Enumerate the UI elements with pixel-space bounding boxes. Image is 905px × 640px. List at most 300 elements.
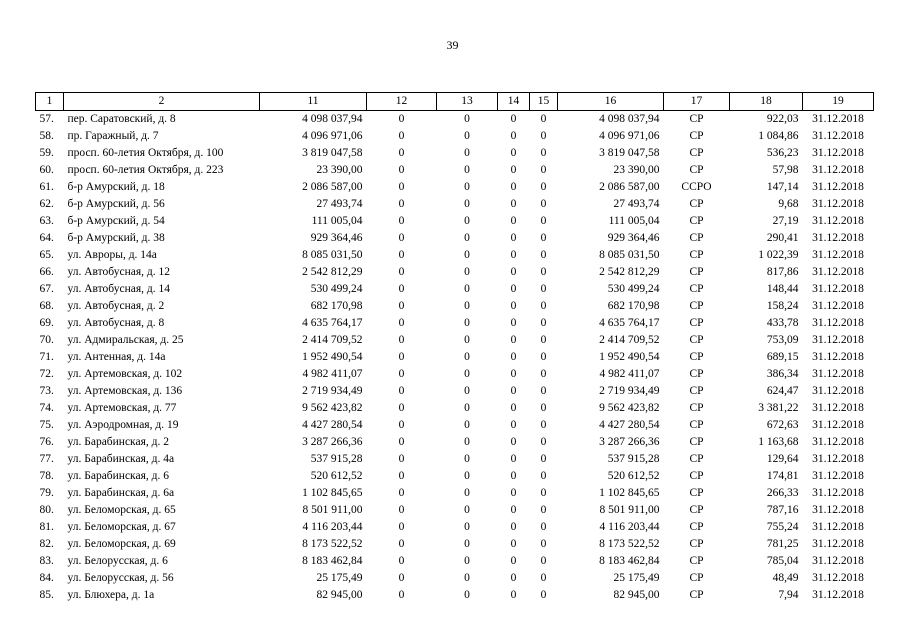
value-col-11-cell: 27 493,74 xyxy=(316,198,363,210)
value-col-16-cell: 27 493,74 xyxy=(613,198,660,210)
table-row xyxy=(36,162,874,179)
value-col-11-cell: 530 499,24 xyxy=(310,283,363,295)
row-number-cell: 62. xyxy=(39,198,54,210)
value-col-13-cell: 0 xyxy=(464,198,470,210)
address-cell: ул. Барабинская, д. 2 xyxy=(67,436,169,448)
value-col-14-cell: 0 xyxy=(510,300,517,312)
value-col-14-cell: 0 xyxy=(510,181,517,193)
row-number-cell: 78. xyxy=(39,470,54,482)
value-col-12-cell: 0 xyxy=(398,266,405,278)
address-cell: просп. 60-летия Октября, д. 223 xyxy=(67,164,224,176)
value-col-15-cell: 0 xyxy=(540,300,547,312)
value-col-12-cell: 0 xyxy=(398,164,405,176)
value-col-14-cell: 0 xyxy=(510,232,517,244)
value-col-15-cell: 0 xyxy=(540,504,547,516)
value-col-15-cell: 0 xyxy=(540,419,547,431)
table-row xyxy=(36,553,874,570)
address-cell: ул. Авроры, д. 14а xyxy=(67,249,157,261)
value-col-16-cell: 2 719 934,49 xyxy=(599,385,660,397)
value-col-13-cell: 0 xyxy=(464,249,470,261)
value-col-14-cell: 0 xyxy=(510,283,517,295)
value-col-11-cell: 25 175,49 xyxy=(316,572,363,584)
value-col-15-cell: 0 xyxy=(540,164,547,176)
value-col-11-cell: 8 173 522,52 xyxy=(302,538,363,550)
value-col-11-cell: 82 945,00 xyxy=(316,589,363,601)
value-col-16-cell: 8 183 462,84 xyxy=(599,555,660,567)
table-row xyxy=(36,213,874,230)
value-col-13-cell: 0 xyxy=(464,589,470,601)
value-col-12-cell: 0 xyxy=(398,538,405,550)
value-col-16-cell: 929 364,46 xyxy=(607,232,660,244)
value-col-15-cell: 0 xyxy=(540,334,547,346)
row-number-cell: 69. xyxy=(39,317,54,329)
value-col-13-cell: 0 xyxy=(464,368,470,380)
area-cell: 1 084,86 xyxy=(758,130,799,142)
value-col-15-cell: 0 xyxy=(540,130,547,142)
row-number-cell: 75. xyxy=(39,419,54,431)
date-cell: 31.12.2018 xyxy=(812,555,864,567)
code-cell: СР xyxy=(689,164,704,176)
value-col-11-cell: 111 005,04 xyxy=(311,215,363,227)
address-cell: ул. Барабинская, д. 6 xyxy=(67,470,169,482)
date-cell: 31.12.2018 xyxy=(812,334,864,346)
date-cell: 31.12.2018 xyxy=(812,487,864,499)
table-row xyxy=(36,383,874,400)
address-cell: ул. Белорусская, д. 6 xyxy=(67,555,168,567)
value-col-14-cell: 0 xyxy=(510,419,517,431)
value-col-15-cell: 0 xyxy=(540,487,547,499)
value-col-15-cell: 0 xyxy=(540,215,547,227)
row-number-cell: 84. xyxy=(39,572,54,584)
value-col-11-cell: 929 364,46 xyxy=(310,232,363,244)
value-col-11-cell: 682 170,98 xyxy=(310,300,363,312)
row-number-cell: 57. xyxy=(39,113,54,125)
area-cell: 7,94 xyxy=(778,589,799,601)
date-cell: 31.12.2018 xyxy=(812,470,864,482)
row-number-cell: 80. xyxy=(39,504,54,516)
value-col-14-cell: 0 xyxy=(510,436,517,448)
value-col-11-cell: 8 085 031,50 xyxy=(302,249,363,261)
row-number-cell: 58. xyxy=(39,130,54,142)
column-header: 17 xyxy=(664,93,730,111)
value-col-13-cell: 0 xyxy=(464,504,470,516)
value-col-12-cell: 0 xyxy=(398,555,405,567)
value-col-14-cell: 0 xyxy=(510,453,517,465)
value-col-13-cell: 0 xyxy=(464,232,470,244)
column-header: 15 xyxy=(530,93,558,111)
table-row xyxy=(36,349,874,366)
table-row xyxy=(36,536,874,553)
value-col-13-cell: 0 xyxy=(464,402,470,414)
row-number-cell: 71. xyxy=(39,351,54,363)
value-col-12-cell: 0 xyxy=(398,317,405,329)
value-col-16-cell: 8 085 031,50 xyxy=(599,249,660,261)
area-cell: 148,44 xyxy=(766,283,799,295)
address-cell: ул. Беломорская, д. 67 xyxy=(67,521,176,533)
row-number-cell: 61. xyxy=(39,181,54,193)
value-col-16-cell: 8 173 522,52 xyxy=(599,538,660,550)
date-cell: 31.12.2018 xyxy=(812,589,864,601)
column-header: 13 xyxy=(437,93,498,111)
value-col-14-cell: 0 xyxy=(510,589,517,601)
area-cell: 174,81 xyxy=(766,470,799,482)
value-col-12-cell: 0 xyxy=(398,249,405,261)
value-col-12-cell: 0 xyxy=(398,147,405,159)
area-cell: 781,25 xyxy=(766,538,799,550)
value-col-16-cell: 530 499,24 xyxy=(607,283,660,295)
address-cell: ул. Автобусная, д. 14 xyxy=(67,283,170,295)
value-col-14-cell: 0 xyxy=(510,215,517,227)
value-col-12-cell: 0 xyxy=(398,385,405,397)
table-row xyxy=(36,519,874,536)
address-cell: ул. Артемовская, д. 102 xyxy=(67,368,183,380)
value-col-14-cell: 0 xyxy=(510,198,517,210)
value-col-14-cell: 0 xyxy=(510,555,517,567)
value-col-11-cell: 3 287 266,36 xyxy=(302,436,363,448)
value-col-14-cell: 0 xyxy=(510,470,517,482)
value-col-14-cell: 0 xyxy=(510,572,517,584)
area-cell: 9,68 xyxy=(778,198,799,210)
value-col-13-cell: 0 xyxy=(464,181,470,193)
row-number-cell: 72. xyxy=(39,368,54,380)
value-col-13-cell: 0 xyxy=(464,487,470,499)
row-number-cell: 76. xyxy=(39,436,54,448)
value-col-11-cell: 3 819 047,58 xyxy=(302,147,363,159)
value-col-16-cell: 4 427 280,54 xyxy=(599,419,660,431)
table-row xyxy=(36,247,874,264)
value-col-13-cell: 0 xyxy=(464,555,470,567)
row-number-cell: 66. xyxy=(39,266,54,278)
value-col-15-cell: 0 xyxy=(540,436,547,448)
table-row xyxy=(36,111,874,129)
table-header-row xyxy=(36,93,874,111)
column-header: 12 xyxy=(367,93,437,111)
value-col-15-cell: 0 xyxy=(540,453,547,465)
date-cell: 31.12.2018 xyxy=(812,572,864,584)
value-col-14-cell: 0 xyxy=(510,368,517,380)
date-cell: 31.12.2018 xyxy=(812,147,864,159)
value-col-14-cell: 0 xyxy=(510,385,517,397)
area-cell: 755,24 xyxy=(766,521,799,533)
value-col-13-cell: 0 xyxy=(464,351,470,363)
address-cell: ул. Барабинская, д. 6а xyxy=(67,487,175,499)
value-col-16-cell: 682 170,98 xyxy=(607,300,660,312)
value-col-12-cell: 0 xyxy=(398,300,405,312)
value-col-12-cell: 0 xyxy=(398,113,405,125)
row-number-cell: 60. xyxy=(39,164,54,176)
value-col-14-cell: 0 xyxy=(510,538,517,550)
value-col-14-cell: 0 xyxy=(510,147,517,159)
date-cell: 31.12.2018 xyxy=(812,504,864,516)
value-col-15-cell: 0 xyxy=(540,249,547,261)
value-col-15-cell: 0 xyxy=(540,147,547,159)
value-col-16-cell: 1 952 490,54 xyxy=(599,351,660,363)
value-col-11-cell: 8 501 911,00 xyxy=(302,504,363,516)
value-col-15-cell: 0 xyxy=(540,113,547,125)
date-cell: 31.12.2018 xyxy=(812,538,864,550)
code-cell: СР xyxy=(689,334,704,346)
value-col-11-cell: 1 102 845,65 xyxy=(302,487,363,499)
value-col-12-cell: 0 xyxy=(398,436,405,448)
value-col-13-cell: 0 xyxy=(464,300,470,312)
value-col-15-cell: 0 xyxy=(540,589,547,601)
address-cell: ул. Автобусная, д. 2 xyxy=(67,300,165,312)
address-cell: ул. Автобусная, д. 12 xyxy=(67,266,170,278)
row-number-cell: 67. xyxy=(39,283,54,295)
table-row xyxy=(36,451,874,468)
value-col-12-cell: 0 xyxy=(398,402,405,414)
date-cell: 31.12.2018 xyxy=(812,300,864,312)
value-col-16-cell: 2 542 812,29 xyxy=(599,266,660,278)
value-col-12-cell: 0 xyxy=(398,470,405,482)
value-col-14-cell: 0 xyxy=(510,351,517,363)
value-col-16-cell: 4 635 764,17 xyxy=(599,317,660,329)
value-col-13-cell: 0 xyxy=(464,453,470,465)
area-cell: 158,24 xyxy=(766,300,799,312)
value-col-16-cell: 4 096 971,06 xyxy=(599,130,660,142)
value-col-14-cell: 0 xyxy=(510,402,517,414)
address-cell: пр. Гаражный, д. 7 xyxy=(67,130,159,142)
table-row xyxy=(36,264,874,281)
column-header: 2 xyxy=(64,93,260,111)
area-cell: 3 381,22 xyxy=(758,402,799,414)
area-cell: 753,09 xyxy=(766,334,799,346)
address-cell: пер. Саратовский, д. 8 xyxy=(67,113,176,125)
value-col-15-cell: 0 xyxy=(540,317,547,329)
address-cell: ул. Адмиральская, д. 25 xyxy=(67,334,184,346)
column-header: 18 xyxy=(730,93,803,111)
code-cell: СР xyxy=(689,198,704,210)
code-cell: СР xyxy=(689,555,704,567)
value-col-11-cell: 8 183 462,84 xyxy=(302,555,363,567)
value-col-15-cell: 0 xyxy=(540,351,547,363)
value-col-14-cell: 0 xyxy=(510,521,517,533)
table-row xyxy=(36,468,874,485)
area-cell: 817,86 xyxy=(766,266,799,278)
date-cell: 31.12.2018 xyxy=(812,402,864,414)
value-col-15-cell: 0 xyxy=(540,181,547,193)
value-col-12-cell: 0 xyxy=(398,334,405,346)
value-col-11-cell: 4 116 203,44 xyxy=(302,521,363,533)
value-col-15-cell: 0 xyxy=(540,555,547,567)
value-col-12-cell: 0 xyxy=(398,419,405,431)
code-cell: СР xyxy=(689,538,704,550)
area-cell: 433,78 xyxy=(766,317,799,329)
value-col-16-cell: 8 501 911,00 xyxy=(599,504,660,516)
value-col-11-cell: 9 562 423,82 xyxy=(302,402,363,414)
table-row xyxy=(36,196,874,213)
value-col-16-cell: 23 390,00 xyxy=(613,164,660,176)
table-row xyxy=(36,417,874,434)
code-cell: СР xyxy=(689,351,704,363)
value-col-11-cell: 2 086 587,00 xyxy=(302,181,363,193)
value-col-13-cell: 0 xyxy=(464,266,470,278)
address-cell: б-р Амурский, д. 38 xyxy=(67,232,165,244)
row-number-cell: 65. xyxy=(39,249,54,261)
code-cell: СР xyxy=(689,283,704,295)
date-cell: 31.12.2018 xyxy=(812,521,864,533)
code-cell: СР xyxy=(689,266,704,278)
table-row xyxy=(36,128,874,145)
row-number-cell: 70. xyxy=(39,334,54,346)
table-row xyxy=(36,366,874,383)
date-cell: 31.12.2018 xyxy=(812,113,864,125)
area-cell: 290,41 xyxy=(766,232,799,244)
date-cell: 31.12.2018 xyxy=(812,283,864,295)
date-cell: 31.12.2018 xyxy=(812,266,864,278)
value-col-16-cell: 4 116 203,44 xyxy=(599,521,660,533)
value-col-13-cell: 0 xyxy=(464,436,470,448)
date-cell: 31.12.2018 xyxy=(812,351,864,363)
column-header: 16 xyxy=(558,93,664,111)
code-cell: СР xyxy=(689,419,704,431)
date-cell: 31.12.2018 xyxy=(812,181,864,193)
date-cell: 31.12.2018 xyxy=(812,249,864,261)
value-col-14-cell: 0 xyxy=(510,504,517,516)
area-cell: 27,19 xyxy=(772,215,799,227)
value-col-16-cell: 4 982 411,07 xyxy=(599,368,660,380)
value-col-11-cell: 537 915,28 xyxy=(310,453,363,465)
date-cell: 31.12.2018 xyxy=(812,453,864,465)
value-col-16-cell: 9 562 423,82 xyxy=(599,402,660,414)
value-col-16-cell: 111 005,04 xyxy=(608,215,660,227)
value-col-12-cell: 0 xyxy=(398,130,405,142)
value-col-11-cell: 23 390,00 xyxy=(316,164,363,176)
code-cell: СР xyxy=(689,147,704,159)
value-col-13-cell: 0 xyxy=(464,113,470,125)
row-number-cell: 83. xyxy=(39,555,54,567)
value-col-14-cell: 0 xyxy=(510,317,517,329)
table-row xyxy=(36,332,874,349)
table-row xyxy=(36,400,874,417)
value-col-12-cell: 0 xyxy=(398,181,405,193)
address-cell: ул. Беломорская, д. 65 xyxy=(67,504,176,516)
code-cell: СР xyxy=(689,504,704,516)
value-col-13-cell: 0 xyxy=(464,334,470,346)
code-cell: СР xyxy=(689,521,704,533)
area-cell: 129,64 xyxy=(766,453,799,465)
value-col-13-cell: 0 xyxy=(464,317,470,329)
value-col-15-cell: 0 xyxy=(540,521,547,533)
date-cell: 31.12.2018 xyxy=(812,164,864,176)
area-cell: 48,49 xyxy=(772,572,799,584)
address-cell: просп. 60-летия Октября, д. 100 xyxy=(67,147,224,159)
address-cell: ул. Антенная, д. 14а xyxy=(67,351,166,363)
value-col-16-cell: 2 086 587,00 xyxy=(599,181,660,193)
value-col-14-cell: 0 xyxy=(510,130,517,142)
row-number-cell: 82. xyxy=(39,538,54,550)
column-header: 19 xyxy=(803,93,874,111)
area-cell: 922,03 xyxy=(766,113,799,125)
code-cell: СР xyxy=(689,317,704,329)
row-number-cell: 59. xyxy=(39,147,54,159)
table-row xyxy=(36,230,874,247)
code-cell: СР xyxy=(689,572,704,584)
code-cell: СР xyxy=(689,487,704,499)
value-col-15-cell: 0 xyxy=(540,402,547,414)
value-col-16-cell: 4 098 037,94 xyxy=(599,113,660,125)
table-row xyxy=(36,298,874,315)
table-row xyxy=(36,570,874,587)
data-table xyxy=(35,92,874,604)
area-cell: 57,98 xyxy=(772,164,799,176)
page-number: 39 xyxy=(446,38,459,52)
table-row xyxy=(36,145,874,162)
value-col-15-cell: 0 xyxy=(540,368,547,380)
area-cell: 386,34 xyxy=(766,368,799,380)
value-col-14-cell: 0 xyxy=(510,113,517,125)
value-col-12-cell: 0 xyxy=(398,368,405,380)
code-cell: СР xyxy=(689,215,704,227)
value-col-11-cell: 4 427 280,54 xyxy=(302,419,363,431)
date-cell: 31.12.2018 xyxy=(812,419,864,431)
table-body xyxy=(36,111,874,605)
code-cell: СР xyxy=(689,300,704,312)
value-col-14-cell: 0 xyxy=(510,487,517,499)
value-col-13-cell: 0 xyxy=(464,419,470,431)
value-col-11-cell: 4 096 971,06 xyxy=(302,130,363,142)
date-cell: 31.12.2018 xyxy=(812,385,864,397)
address-cell: ул. Блюхера, д. 1а xyxy=(67,589,155,601)
column-header: 1 xyxy=(36,93,64,111)
value-col-11-cell: 4 982 411,07 xyxy=(302,368,363,380)
table-row xyxy=(36,179,874,196)
value-col-12-cell: 0 xyxy=(398,487,405,499)
address-cell: б-р Амурский, д. 18 xyxy=(67,181,165,193)
value-col-11-cell: 2 542 812,29 xyxy=(302,266,363,278)
table-row xyxy=(36,502,874,519)
value-col-13-cell: 0 xyxy=(464,521,470,533)
address-cell: ул. Артемовская, д. 136 xyxy=(67,385,183,397)
value-col-16-cell: 1 102 845,65 xyxy=(599,487,660,499)
code-cell: СР xyxy=(689,130,704,142)
value-col-11-cell: 2 414 709,52 xyxy=(302,334,363,346)
value-col-12-cell: 0 xyxy=(398,215,405,227)
address-cell: ул. Беломорская, д. 69 xyxy=(67,538,176,550)
value-col-11-cell: 4 635 764,17 xyxy=(302,317,363,329)
value-col-14-cell: 0 xyxy=(510,266,517,278)
value-col-15-cell: 0 xyxy=(540,198,547,210)
address-cell: ул. Барабинская, д. 4а xyxy=(67,453,175,465)
value-col-15-cell: 0 xyxy=(540,266,547,278)
value-col-15-cell: 0 xyxy=(540,232,547,244)
value-col-16-cell: 82 945,00 xyxy=(613,589,660,601)
value-col-12-cell: 0 xyxy=(398,572,405,584)
area-cell: 624,47 xyxy=(766,385,799,397)
address-cell: ул. Автобусная, д. 8 xyxy=(67,317,165,329)
code-cell: СР xyxy=(689,249,704,261)
value-col-13-cell: 0 xyxy=(464,130,470,142)
code-cell: ССРО xyxy=(681,181,712,193)
value-col-12-cell: 0 xyxy=(398,283,405,295)
table-row xyxy=(36,281,874,298)
code-cell: СР xyxy=(689,232,704,244)
date-cell: 31.12.2018 xyxy=(812,130,864,142)
date-cell: 31.12.2018 xyxy=(812,368,864,380)
row-number-cell: 74. xyxy=(39,402,54,414)
date-cell: 31.12.2018 xyxy=(812,436,864,448)
value-col-12-cell: 0 xyxy=(398,198,405,210)
code-cell: СР xyxy=(689,470,704,482)
value-col-13-cell: 0 xyxy=(464,164,470,176)
code-cell: СР xyxy=(689,368,704,380)
column-header: 14 xyxy=(498,93,530,111)
value-col-16-cell: 2 414 709,52 xyxy=(599,334,660,346)
value-col-13-cell: 0 xyxy=(464,572,470,584)
address-cell: б-р Амурский, д. 54 xyxy=(67,215,165,227)
row-number-cell: 79. xyxy=(39,487,54,499)
value-col-13-cell: 0 xyxy=(464,538,470,550)
